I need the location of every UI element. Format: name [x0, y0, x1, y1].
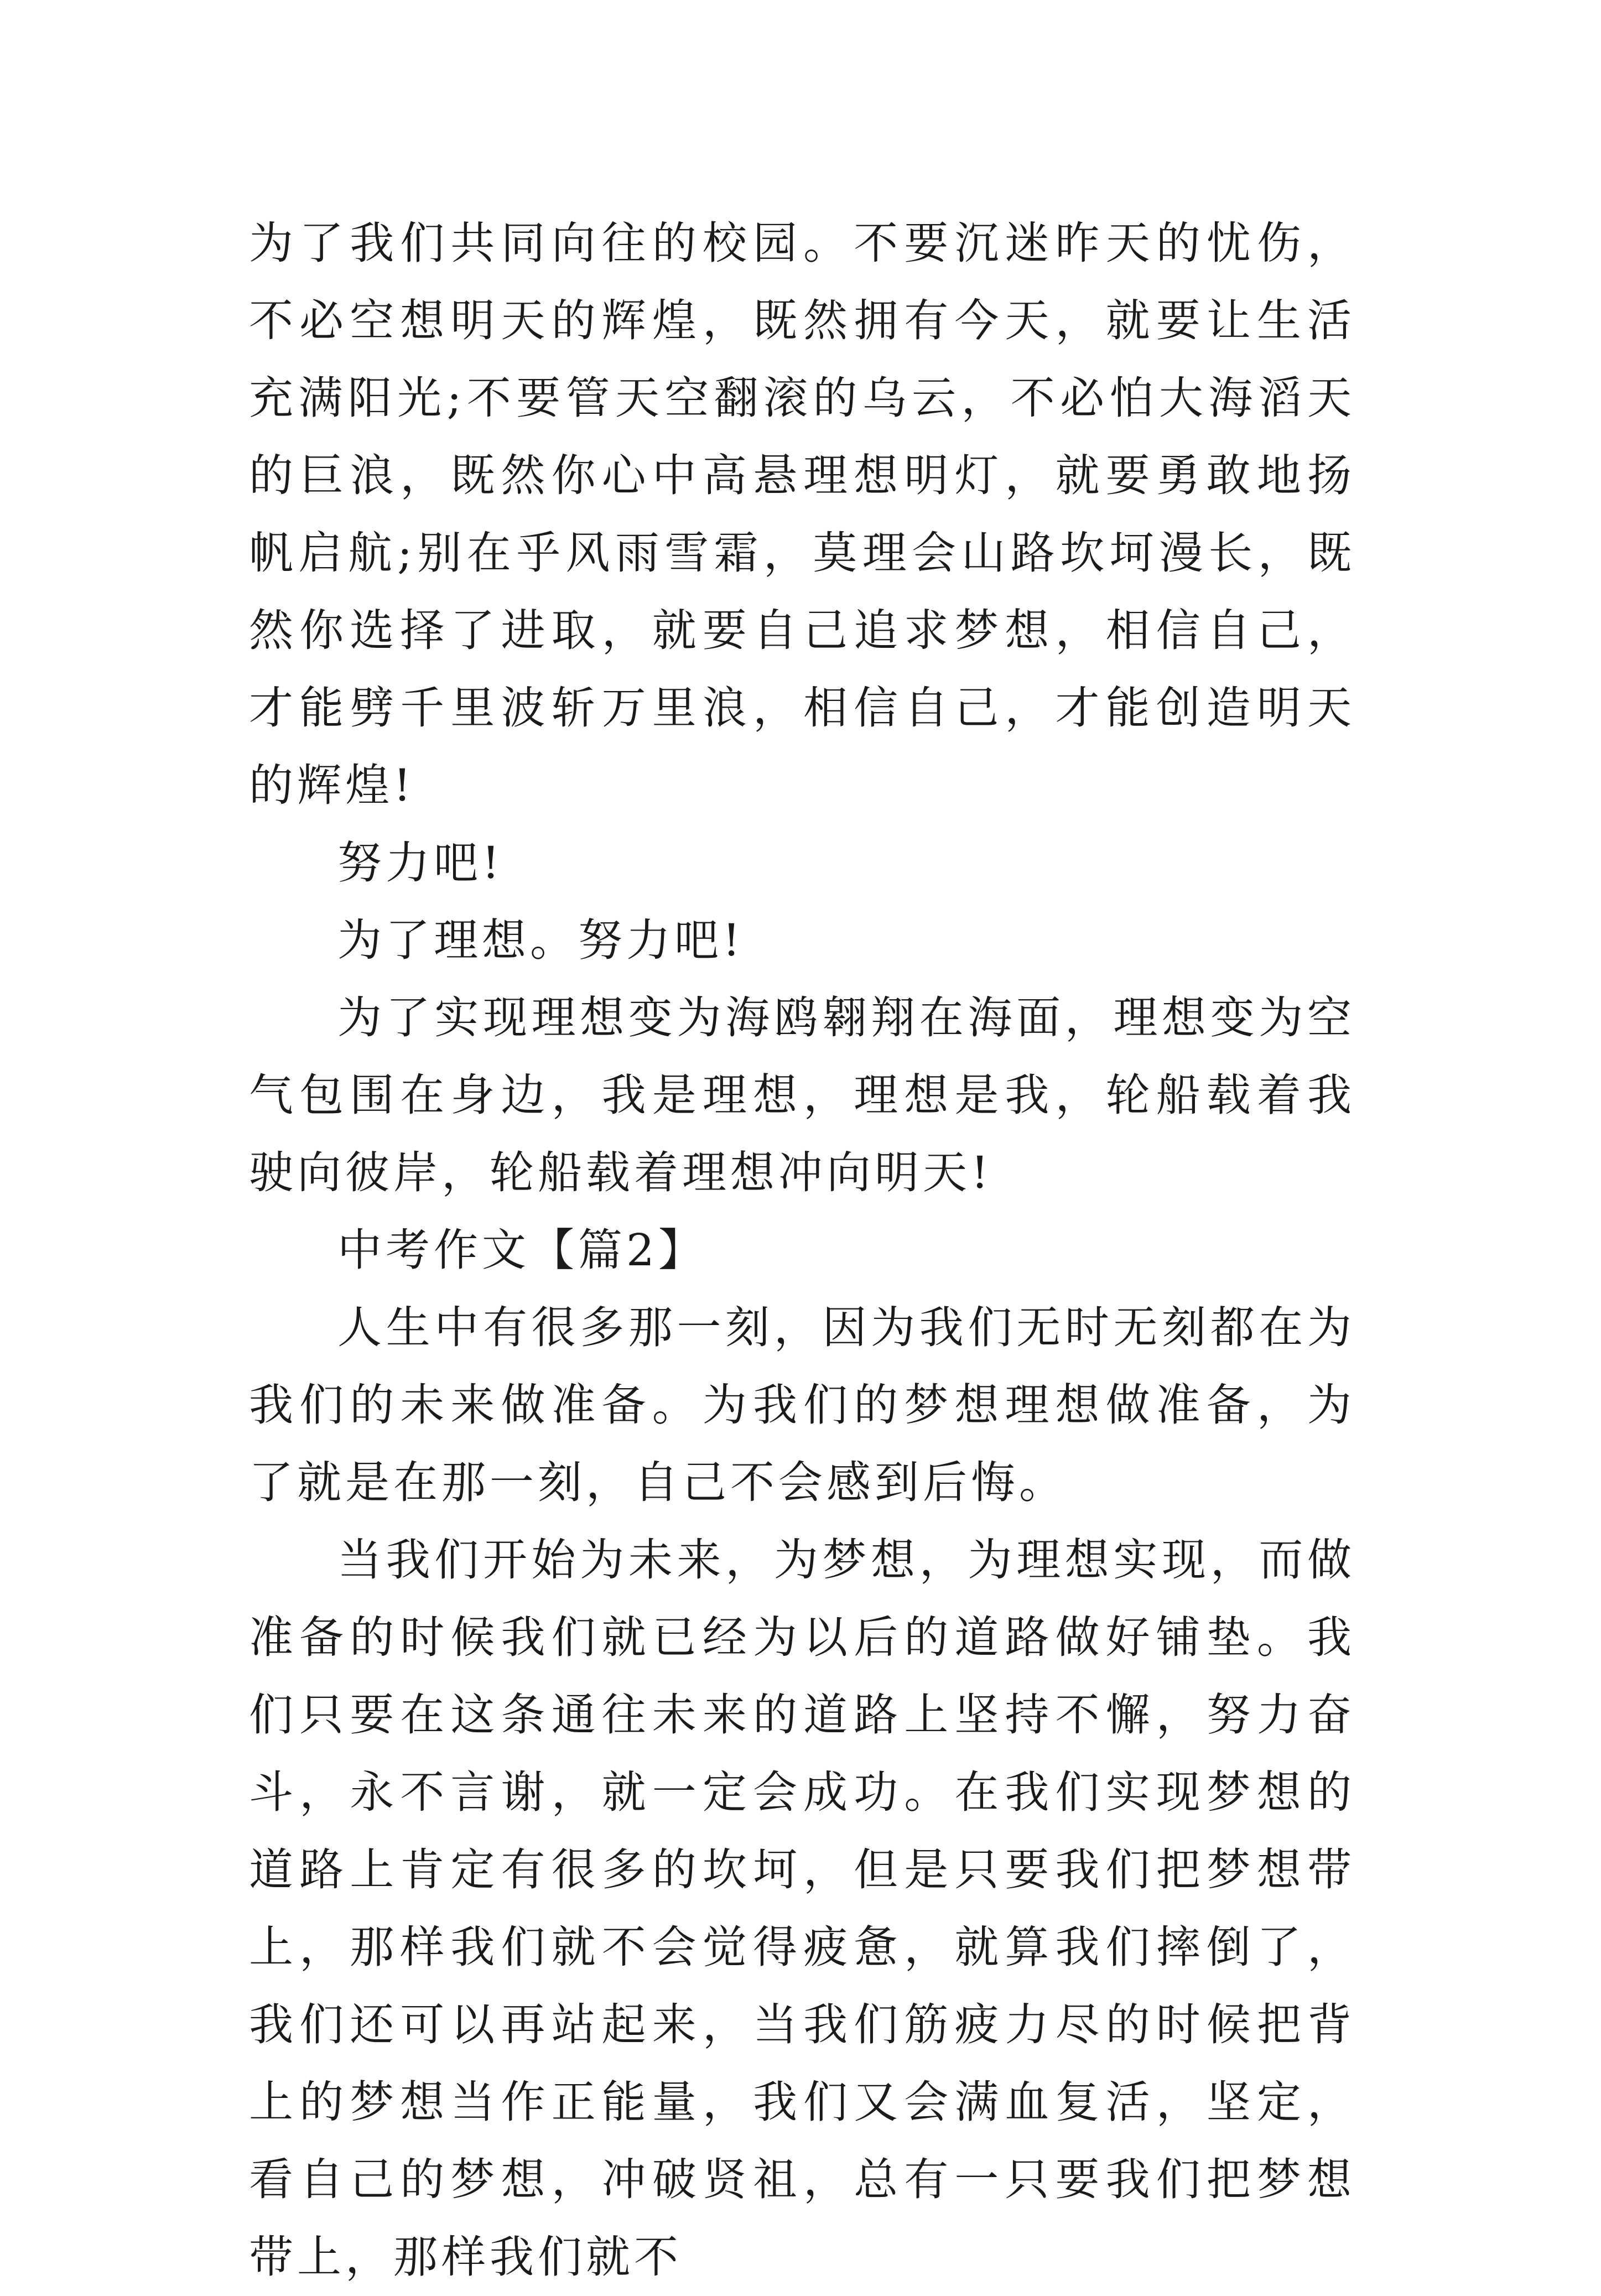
document-body [249, 205, 1355, 2296]
paragraph-exclamation: 努力吧! [337, 837, 504, 889]
section-heading: 中考作文【篇2】 [337, 1224, 706, 1276]
paragraph-continuation: 为了我们共同向往的校园。不要沉迷昨天的忧伤，不必空想明天的辉煌，既然拥有今天，就要让生活充满阳光;不要管天空翻滚的乌云，不必怕大海滔天的巨浪，既然你心中高悬理想明灯，就要勇敢地扬帆启航;别在乎风雨雪霜，莫理会山路坎坷漫长，既然你选择了进取，就要自己追求梦想，相信自己，才能劈千里波斩万里浪，相信自己，才能创造明天的辉煌! [249, 217, 1355, 811]
paragraph-moments: 人生中有很多那一刻，因为我们无时无刻都在为我们的未来做准备。为我们的梦想理想做准备，为了就是在那一刻，自己不会感到后悔。 [249, 1302, 1355, 1508]
paragraph-dreams: 当我们开始为未来，为梦想，为理想实现，而做准备的时候我们就已经为以后的道路做好铺垫。我们只要在这条通往未来的道路上坚持不懈，努力奋斗，永不言谢，就一定会成功。在我们实现梦想的道路上肯定有很多的坎坷，但是只要我们把梦想带上，那样我们就不会觉得疲惫，就算我们摔倒了，我们还可以再站起来，当我们筋疲力尽的时候把背上的梦想当作正能量，我们又会满血复活，坚定，看自己的梦想，冲破贤祖，总有一只要我们把梦想带上，那样我们就不 [249, 1534, 1355, 2283]
paragraph-seagull: 为了实现理想变为海鸥翱翔在海面，理想变为空气包围在身边，我是理想，理想是我，轮船载着我驶向彼岸，轮船载着理想冲向明天! [249, 992, 1355, 1198]
paragraph-for-ideals: 为了理想。努力吧! [337, 915, 745, 966]
